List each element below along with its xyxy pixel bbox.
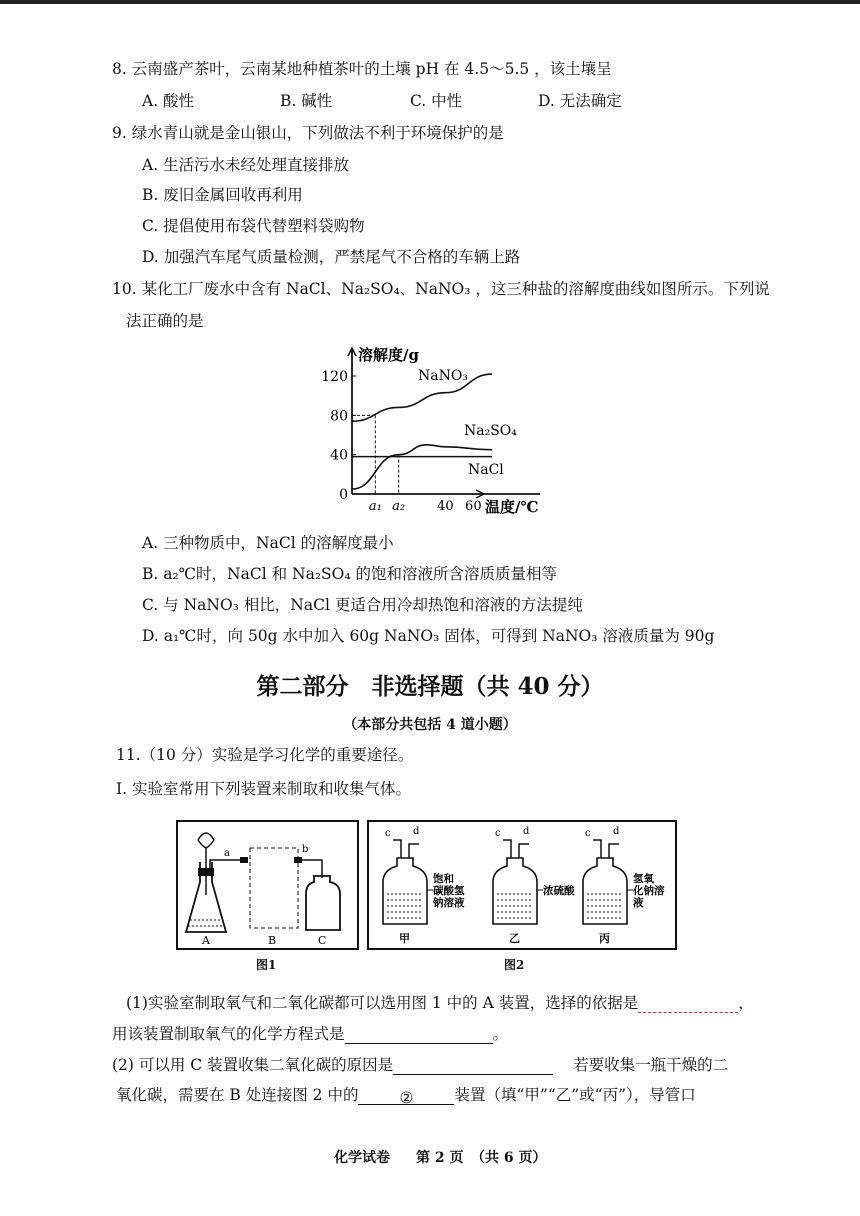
q11-sub1-line2-end: 。 bbox=[492, 1025, 509, 1043]
q10-option-b: B. a₂℃时，NaCl 和 Na₂SO₄ 的饱和溶液所含溶质质量相等 bbox=[142, 565, 557, 583]
tube-c-label: c bbox=[385, 828, 391, 839]
q9-option-d: D. 加强汽车尾气质量检测，严禁尾气不合格的车辆上路 bbox=[142, 248, 521, 266]
q9-option-b: B. 废旧金属回收再利用 bbox=[142, 186, 303, 204]
series-label: NaCl bbox=[468, 462, 504, 478]
fig1-label-b: B bbox=[268, 934, 277, 947]
q8-option-a: A. 酸性 bbox=[142, 92, 195, 110]
tube-d-label: d bbox=[413, 826, 420, 837]
q10-option-a: A. 三种物质中，NaCl 的溶解度最小 bbox=[142, 534, 394, 552]
wash-bottle bbox=[583, 858, 627, 924]
y-tick-label: 0 bbox=[339, 487, 348, 503]
solubility-chart bbox=[321, 340, 560, 520]
q11-sub1-line1-end: ， bbox=[738, 994, 754, 1012]
q8-option-d: D. 无法确定 bbox=[538, 92, 622, 110]
q8-stem: 8. 云南盛产茶叶，云南某地种植茶叶的土壤 pH 在 4.5～5.5 ，该土壤呈 bbox=[112, 60, 612, 78]
y-tick-label: 80 bbox=[330, 408, 348, 425]
y-tick-label: 40 bbox=[330, 447, 348, 464]
q11-part1: Ⅰ. 实验室常用下列装置来制取和收集气体。 bbox=[116, 780, 411, 798]
bottle-name-label: 乙 bbox=[509, 932, 520, 945]
tube-d-label: d bbox=[613, 826, 620, 837]
fig1-label-a: A bbox=[202, 934, 210, 947]
q10-stem-line1: 10. 某化工厂废水中含有 NaCl、Na₂SO₄、NaNO₃ ，这三种盐的溶解度曲线如图所示。下列说 bbox=[112, 280, 770, 298]
fig1-label-c: C bbox=[318, 934, 327, 947]
q11-sub2-line2-text: 氧化碳，需要在 B 处连接图 2 中的 bbox=[116, 1086, 359, 1104]
q10-option-d: D. a₁℃时，向 50g 水中加入 60g NaNO₃ 固体，可得到 NaNO₃ 溶液质量为 90g bbox=[142, 627, 715, 645]
q11-sub2-line2-end: 装置（填“甲”“乙”或“丙”），导管口 bbox=[454, 1086, 696, 1104]
q11-sub1-line2-text: 用该装置制取氧气的化学方程式是 bbox=[112, 1025, 345, 1043]
q11-sub2-line2 bbox=[116, 1085, 696, 1105]
solution-label: 饱和 bbox=[433, 873, 454, 885]
q11-sub2-line1 bbox=[112, 1055, 728, 1075]
tube-c-label: c bbox=[495, 828, 501, 839]
bottle-name-label: 丙 bbox=[599, 932, 610, 945]
solution-label: 氢氧 bbox=[633, 873, 654, 885]
scan-top-border bbox=[0, 0, 860, 4]
q9-stem: 9. 绿水青山就是金山银山，下列做法不利于环境保护的是 bbox=[112, 124, 504, 142]
x-tick-label: 40 bbox=[437, 499, 454, 514]
tube-b-label: b bbox=[302, 844, 309, 855]
y-axis-label: 溶解度/g bbox=[358, 346, 419, 364]
answer-blank-4[interactable]: ② bbox=[358, 1088, 454, 1105]
bottle-name-label: 甲 bbox=[399, 932, 410, 945]
solution-label: 碳酸氢 bbox=[433, 885, 465, 897]
tube-a-label: a bbox=[224, 848, 230, 859]
q8-option-c: C. 中性 bbox=[410, 92, 463, 110]
q10-option-c: C. 与 NaNO₃ 相比，NaCl 更适合用冷却热饱和溶液的方法提纯 bbox=[142, 596, 583, 614]
footer-subject: 化学试卷 bbox=[334, 1150, 390, 1166]
q11-sub2-line1-text: (2) 可以用 C 装置收集二氧化碳的原因是 bbox=[112, 1056, 394, 1074]
figure-1-caption: 图1 bbox=[256, 958, 277, 972]
x-tick-label: a₁ bbox=[368, 499, 382, 514]
y-tick-label: 120 bbox=[321, 369, 348, 385]
footer-page: 第 2 页 bbox=[416, 1150, 464, 1166]
x-axis-label: 温度/℃ bbox=[485, 498, 539, 516]
section-subtitle: （本部分共包括 4 道小题） bbox=[343, 717, 517, 733]
wash-bottle bbox=[493, 858, 537, 924]
wash-bottle bbox=[383, 858, 427, 924]
footer-total: （共 6 页） bbox=[471, 1150, 547, 1166]
q11-sub1-line2 bbox=[112, 1024, 508, 1044]
q11-sub2-line1-end: 若要收集一瓶干燥的二 bbox=[573, 1056, 729, 1074]
q9-option-c: C. 提倡使用布袋代替塑料袋购物 bbox=[142, 217, 365, 235]
figure-2-caption: 图2 bbox=[504, 958, 525, 972]
answer-blank-2[interactable] bbox=[345, 1027, 493, 1044]
answer-blank-1[interactable] bbox=[638, 996, 738, 1013]
tube-d-label: d bbox=[523, 826, 530, 837]
q11-sub1-line1-text: (1)实验室制取氧气和二氧化碳都可以选用图 1 中的 A 装置，选择的依据是 bbox=[126, 994, 639, 1012]
q9-option-a: A. 生活污水未经处理直接排放 bbox=[142, 156, 350, 174]
solution-label: 液 bbox=[633, 897, 644, 909]
series-label: NaNO₃ bbox=[418, 368, 468, 384]
section-title: 第二部分 非选择题（共 40 分） bbox=[256, 673, 604, 700]
solution-label: 浓硫酸 bbox=[543, 885, 575, 897]
x-tick-label: 60 bbox=[465, 499, 482, 514]
figure-1-apparatus bbox=[176, 820, 359, 950]
figure-2-wash-bottles bbox=[367, 820, 677, 950]
q10-stem-line2: 法正确的是 bbox=[126, 312, 204, 330]
solution-label: 钠溶液 bbox=[433, 897, 465, 909]
series-label: Na₂SO₄ bbox=[464, 423, 517, 439]
solution-label: 化钠溶 bbox=[633, 885, 665, 897]
q11-sub1-line1 bbox=[126, 993, 754, 1013]
tube-c-label: c bbox=[585, 828, 591, 839]
q8-option-b: B. 碱性 bbox=[280, 92, 333, 110]
answer-blank-3[interactable] bbox=[393, 1058, 553, 1075]
q11-stem: 11.（10 分）实验是学习化学的重要途径。 bbox=[116, 746, 414, 764]
x-tick-label: a₂ bbox=[392, 499, 406, 514]
